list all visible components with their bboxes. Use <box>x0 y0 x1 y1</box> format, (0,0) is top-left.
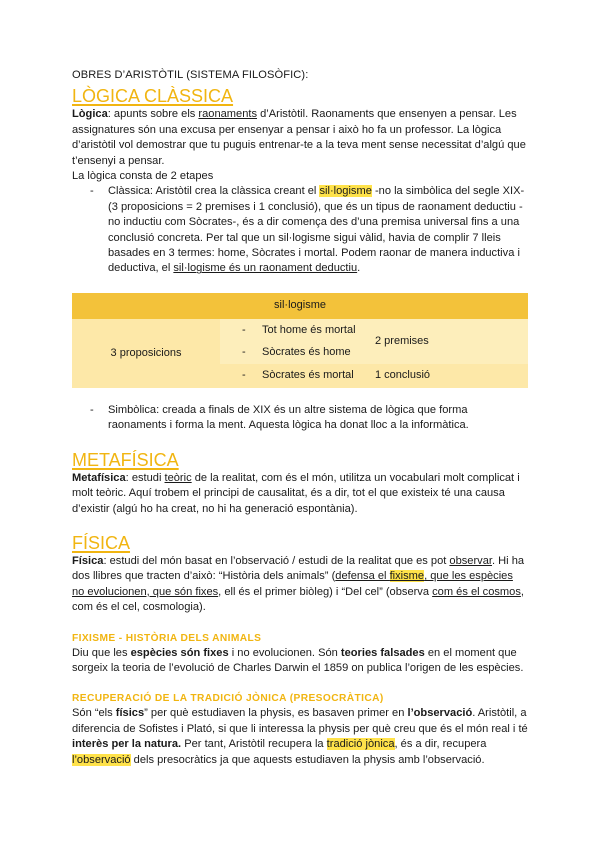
table-conclusion-cell: 1 conclusió <box>375 364 528 388</box>
document-page <box>72 68 528 768</box>
syllogism-table <box>72 293 528 388</box>
table-header: sil·logisme <box>72 293 528 319</box>
heading-fixisme: FIXISME - HISTÒRIA DELS ANIMALS <box>72 632 262 644</box>
logica-stages-list-2 <box>72 403 528 434</box>
fixisme-paragraph: Diu que les espècies són fixes i no evolucionen. Són teories falsades en el moment que sorgeix la teoria de l’evolució de Charles Darwin el 1859 on publica l’origen de les espècies. <box>72 646 524 674</box>
heading-fisica: FÍSICA <box>72 532 131 553</box>
table-row: - Tot home és mortal <box>220 319 375 342</box>
heading-metafisica: METAFÍSICA <box>72 449 179 470</box>
logica-intro: La lògica consta de 2 etapes <box>72 170 214 183</box>
logica-stages-list <box>72 184 528 276</box>
table-row: - Sòcrates és mortal <box>220 364 375 388</box>
list-item-simbolica: - Simbòlica: creada a finals de XIX és un altre sistema de lògica que forma raonaments i forma la ment. Aquesta lògica ha donat lloc a la informàtica. <box>90 403 528 434</box>
list-item-classica: - Clàssica: Aristòtil crea la clàssica creant el sil·logisme -no la simbòlica del segle XIX- (3 proposicions = 2 premises i 1 conclusió), que és un tipus de raonament deductiu -no inductiu com Sòcrates-, és a dir comença des d’una premisa universal fins a una conclusió concreta. Per tal que un sil·logisme sigui vàlid, havia de complir 7 lleis basades en 3 termes: home, Sòcrates i mortal. Podem raonar de manera inductiva i deductiva, el sil·logisme és un raonament deductiu. <box>90 184 528 276</box>
table-premises-cell: 2 premises <box>375 319 528 364</box>
logica-paragraph: Lògica: apunts sobre els raonaments d’Aristòtil. Raonaments que ensenyen a pensar. Les assignatures són una excusa per ensenyar a pensar i això ho fa un professor. La lògica d’aristòtil vol demostrar que tu puguis entrenar-te a la teva ment sense necessitat d’algú que t’ensenyi a pensar. <box>72 108 526 167</box>
heading-tradicio-jonica: RECUPERACIÓ DE LA TRADICIÓ JÒNICA (PRESOCRÀTICA) <box>72 693 384 705</box>
fisica-paragraph: Física: estudi del món basat en l’observació / estudi de la realitat que es pot observar. Hi ha dos llibres que tracten d’això: “Història dels animals” (defensa el fixisme, que les espècies no evolucionen, que són fixes, ell és el primer biòleg) i “Del cel” (observa com és el cosmos, com és el cel, cosmologia). <box>72 554 525 614</box>
metafisica-paragraph: Metafísica: estudi teòric de la realitat, com és el món, utilitza un vocabulari molt complicat i molt teòric. Aquí trobem el principi de causalitat, és a dir, tot el que existeix té una causa d’existir (algú ho ha creat, no hi ha generació espontània). <box>72 471 520 515</box>
heading-logica: LÒGICA CLÀSSICA <box>72 86 234 107</box>
document-header: OBRES D’ARISTÒTIL (SISTEMA FILOSÒFIC): <box>72 69 309 81</box>
table-left-cell: 3 proposicions <box>72 319 220 388</box>
section-fisica <box>72 532 528 768</box>
tradicio-paragraph: Són “els físics” per què estudiaven la physis, es basaven primer en l’observació. Aristòtil, a diferencia de Sofistes i Plató, si que li interessa la physis per què creu que és el món real i té interès per la natura. Per tant, Aristòtil recupera la tradició jònica, és a dir, recupera l’observació dels presocràtics ja que aquests estudiaven la physis amb l’observació. <box>72 707 528 766</box>
table-row: - Sòcrates és home <box>220 342 375 364</box>
subsection-fixisme <box>72 631 528 677</box>
subsection-tradicio-jonica <box>72 691 528 768</box>
section-metafisica <box>72 449 528 517</box>
